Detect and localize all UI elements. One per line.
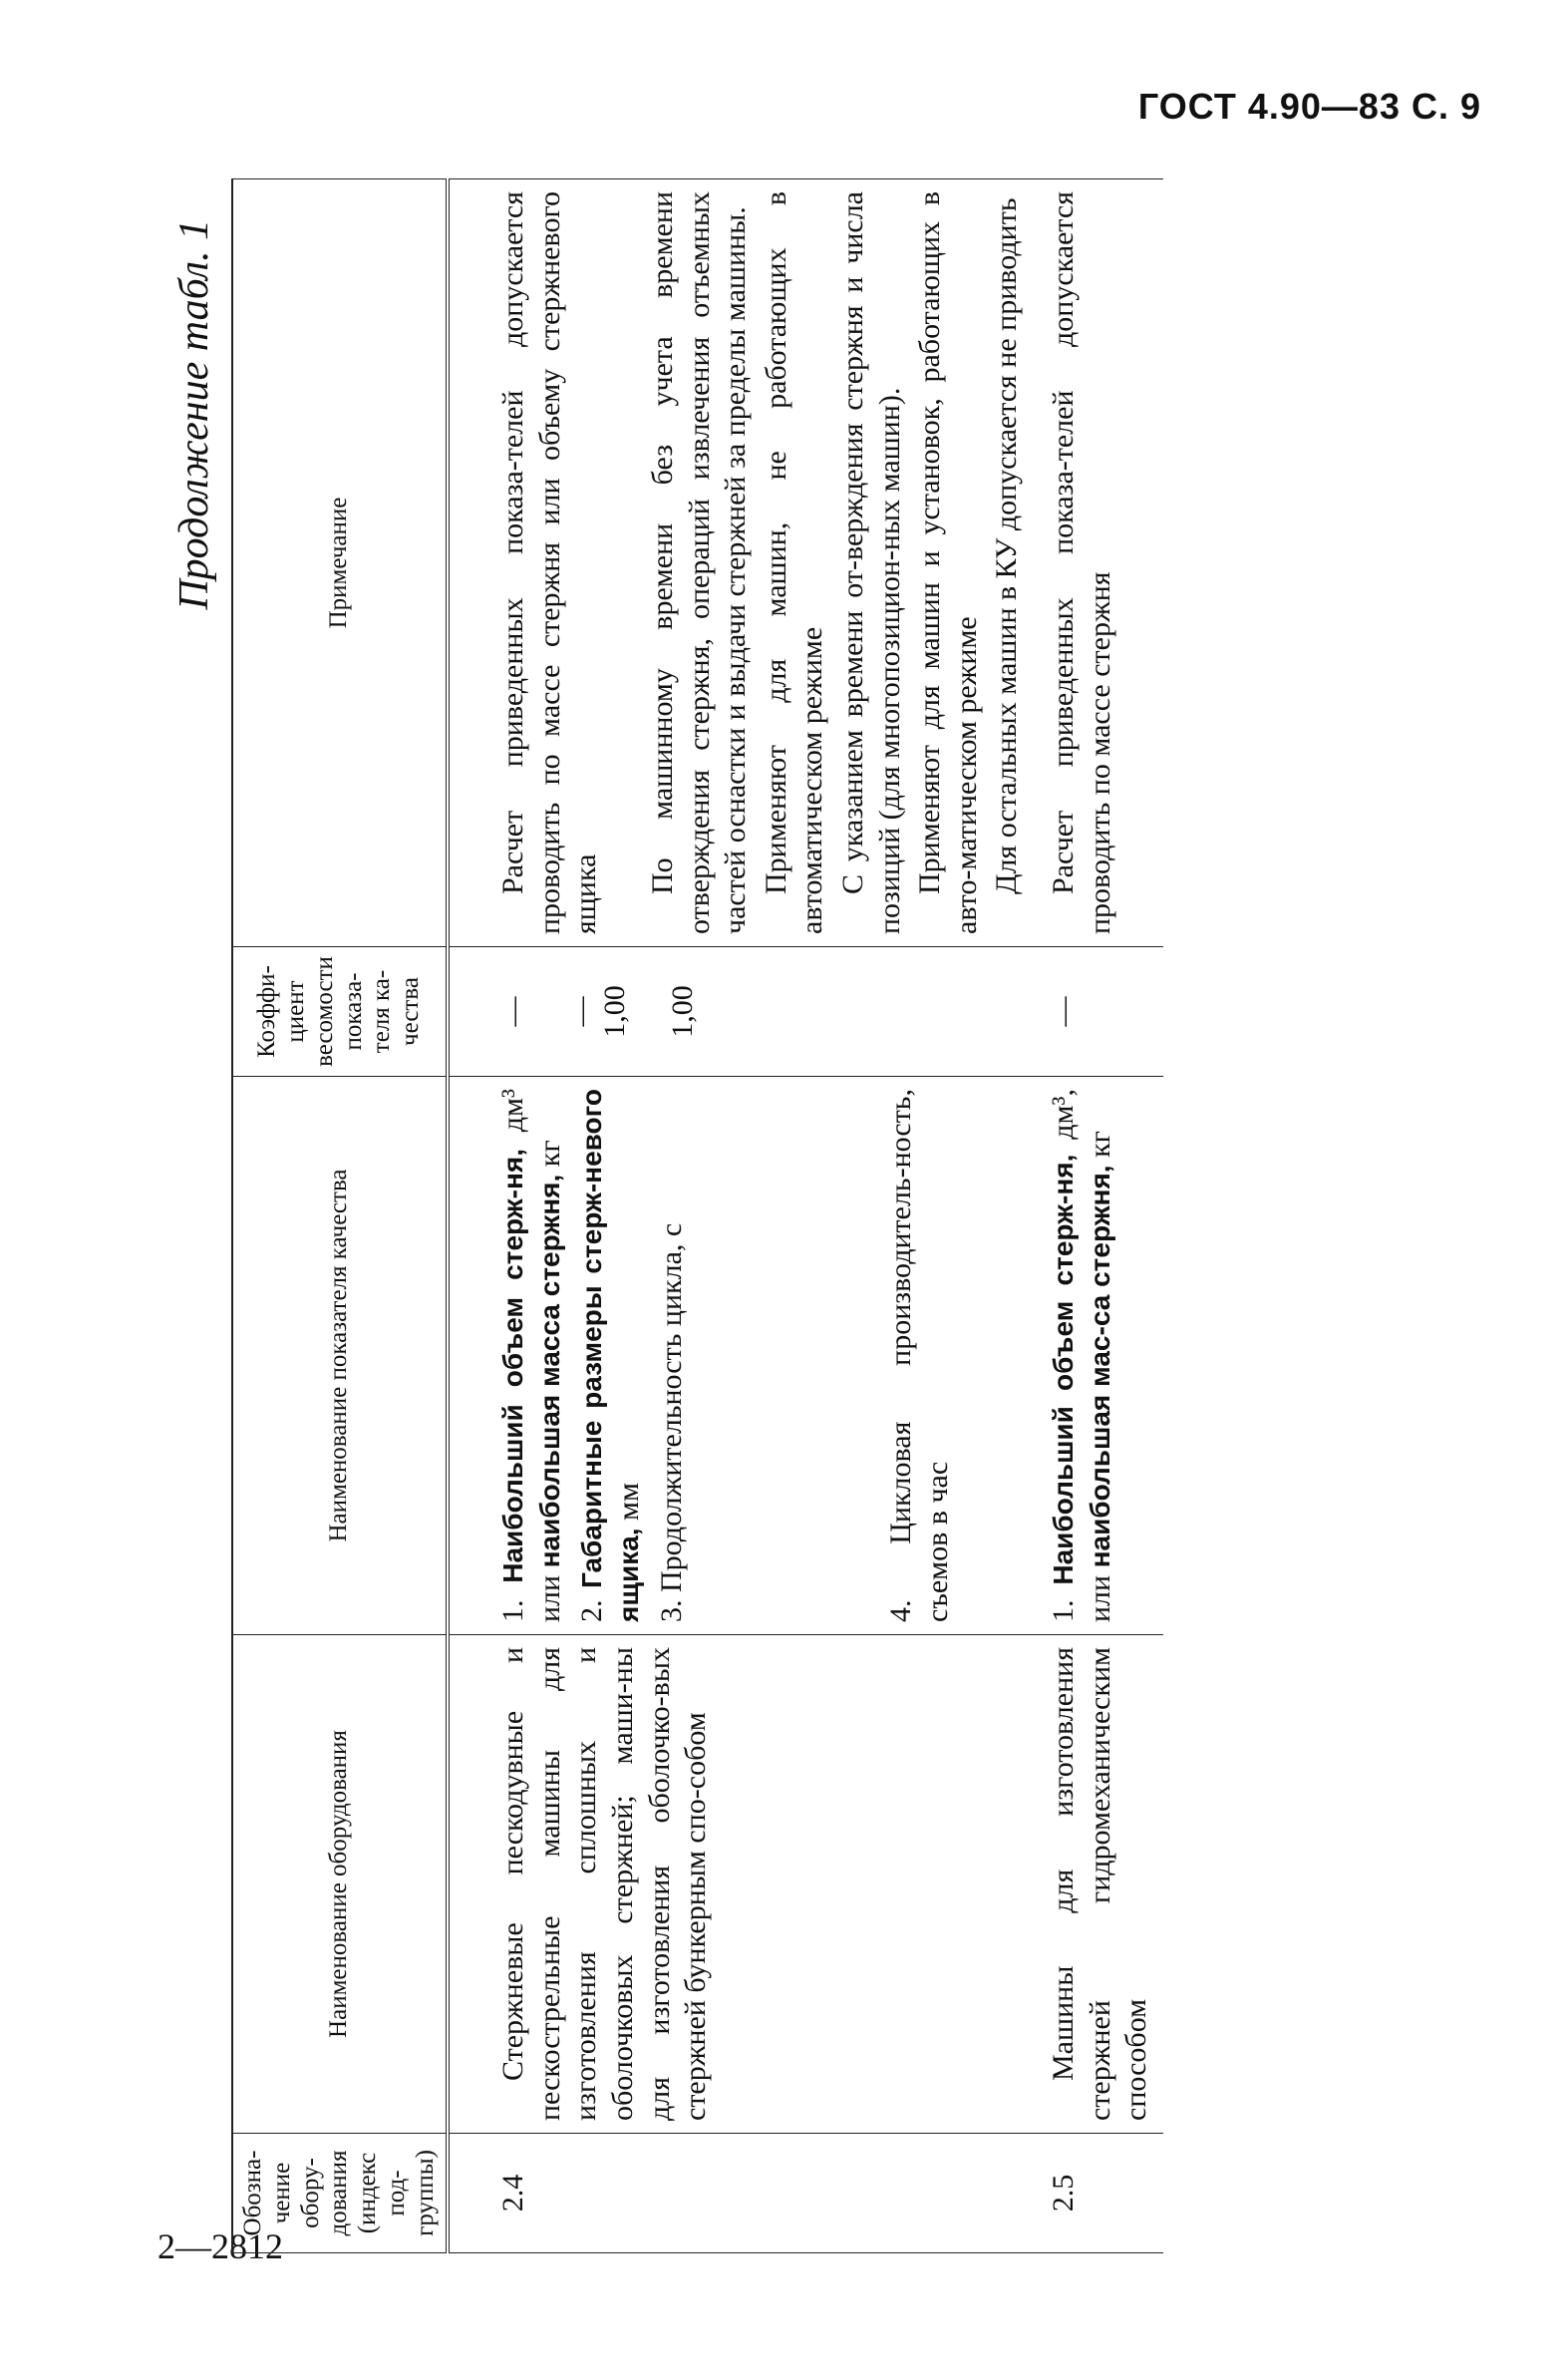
- note-paragraph: Применяют для машин и установок, работающих в авто-матическом режиме: [913, 191, 983, 934]
- row-index: 2.5: [1038, 2134, 1163, 2253]
- indicator-cell: [448, 1077, 1038, 1635]
- coef-value: —: [1046, 996, 1080, 1027]
- indicator-item: 1. Наибольший объем стерж-ня, дм³, или наибольшая мас-са стержня, кг: [1046, 1089, 1116, 1622]
- table-row: [1038, 179, 1163, 2253]
- coef-value: —: [496, 996, 530, 1027]
- note-paragraph: Для остальных машин в КУ допускается не приводить: [990, 197, 1024, 894]
- indicator-item: 3. Продолжительность цикла, с: [654, 1222, 688, 1622]
- coef-cell: [448, 947, 1038, 1077]
- note-paragraph: С указанием времени от-верждения стержня и числа позиций (для многопозицион-ных машин).: [836, 191, 906, 934]
- coef-cell: [1038, 947, 1163, 1077]
- col-header-note: Примечание: [232, 179, 448, 947]
- row-index: 2.4: [448, 2134, 1038, 2253]
- coef-value: 1,00: [598, 985, 632, 1038]
- page-footer: 2—2812: [157, 2226, 283, 2266]
- note-paragraph: Расчет приведенных показа-телей допускается проводить по массе стержня: [1046, 191, 1116, 934]
- note-paragraph: Применяют для машин, не работающих в автоматическом режиме: [759, 191, 829, 934]
- table-caption: Продолжение табл. 1: [171, 219, 217, 610]
- equipment-cell: Машины для изготовления стержней гидромеханическим способом: [1038, 1635, 1163, 2134]
- coef-value: 1,00: [666, 985, 700, 1038]
- indicator-cell: [1038, 1077, 1163, 1635]
- standards-table: [231, 178, 1163, 2253]
- note-cell: [1038, 179, 1163, 947]
- col-header-indicator: Наименование показателя качества: [232, 1077, 448, 1635]
- equipment-cell: Стержневые пескодувные и пескострельные машины для изготовления сплошных и оболочковых стержней; маши-ны для изготовления оболочко-вых стержней бункерным спо-собом: [448, 1635, 1038, 2134]
- col-header-index: Обозна-чение обору-дования (индекс под-группы): [232, 2134, 448, 2253]
- note-paragraph: Расчет приведенных показа-телей допускается проводить по массе стержня или объему стержневого ящика: [496, 191, 603, 934]
- note-paragraph: По машинному времени без учета времени отверждения стержня, операций извлечения отъемных частей оснастки и выдачи стержней за пределы машины.: [646, 191, 753, 934]
- note-cell: [448, 179, 1038, 947]
- col-header-equipment: Наименование оборудования: [232, 1635, 448, 2134]
- rotated-table-area: [159, 179, 1515, 2253]
- coef-value: —: [564, 996, 598, 1027]
- indicator-item: 2. Габаритные размеры стерж-невого ящика, мм: [575, 1088, 646, 1622]
- indicator-item: 1. Наибольший объем стерж-ня, дм³ или наибольшая масса стержня, кг: [496, 1089, 566, 1622]
- col-header-coef: Коэффи-циент весомости показа-теля ка-чества: [232, 947, 448, 1077]
- page-header: ГОСТ 4.90—83 С. 9: [1137, 86, 1481, 127]
- table-row: [448, 179, 1038, 2253]
- indicator-item: 4. Цикловая производитель-ность, съемов в час: [884, 1089, 954, 1622]
